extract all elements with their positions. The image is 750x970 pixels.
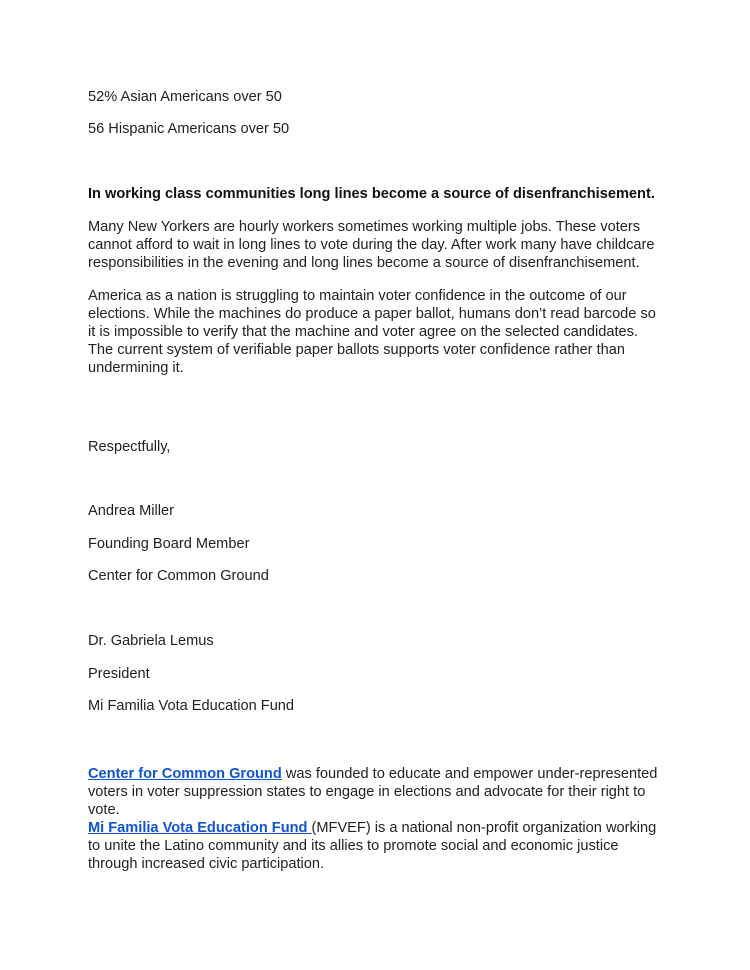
org-description-mfvef-text: (MFVEF) is a national non-profit organization working to unite the Latino community and its allies to promote social and economic justice through increased civic participation. bbox=[88, 820, 657, 872]
org-description-ccg-text: was founded to educate and empower under-represented voters in voter suppression states to engage in elections and advocate for their right to vote. bbox=[88, 766, 658, 818]
signatory-1-organization: Center for Common Ground bbox=[88, 568, 269, 584]
link-center-for-common-ground[interactable]: Center for Common Ground bbox=[88, 766, 282, 782]
stat-hispanic-americans: 56 Hispanic Americans over 50 bbox=[88, 121, 290, 137]
section-heading: In working class communities long lines become a source of disenfranchisement. bbox=[88, 186, 655, 202]
signatory-2-name: Dr. Gabriela Lemus bbox=[88, 633, 214, 649]
org-description-ccg bbox=[88, 765, 663, 819]
stat-asian-americans: 52% Asian Americans over 50 bbox=[88, 89, 282, 105]
signatory-2-title: President bbox=[88, 666, 150, 682]
signatory-1-name: Andrea Miller bbox=[88, 503, 174, 519]
paragraph-working-class: Many New Yorkers are hourly workers sometimes working multiple jobs. These voters cannot afford to wait in long lines to vote during the day. After work many have childcare responsibilities in the evening and long lines become a source of disenfranchisement. bbox=[88, 219, 655, 271]
signatory-2-organization: Mi Familia Vota Education Fund bbox=[88, 698, 295, 714]
signatory-1-title: Founding Board Member bbox=[88, 536, 250, 552]
org-description-mfvef bbox=[88, 819, 663, 873]
link-mi-familia-vota-education-fund[interactable]: Mi Familia Vota Education Fund bbox=[88, 820, 312, 836]
closing: Respectfully, bbox=[88, 439, 171, 455]
paragraph-voter-confidence: America as a nation is struggling to maintain voter confidence in the outcome of our elections. While the machines do produce a paper ballot, humans don’t read barcode so it is impossible to verify that the machine and voter agree on the selected candidates. The current system of verifiable paper ballots supports voter confidence rather than undermining it. bbox=[88, 288, 656, 376]
